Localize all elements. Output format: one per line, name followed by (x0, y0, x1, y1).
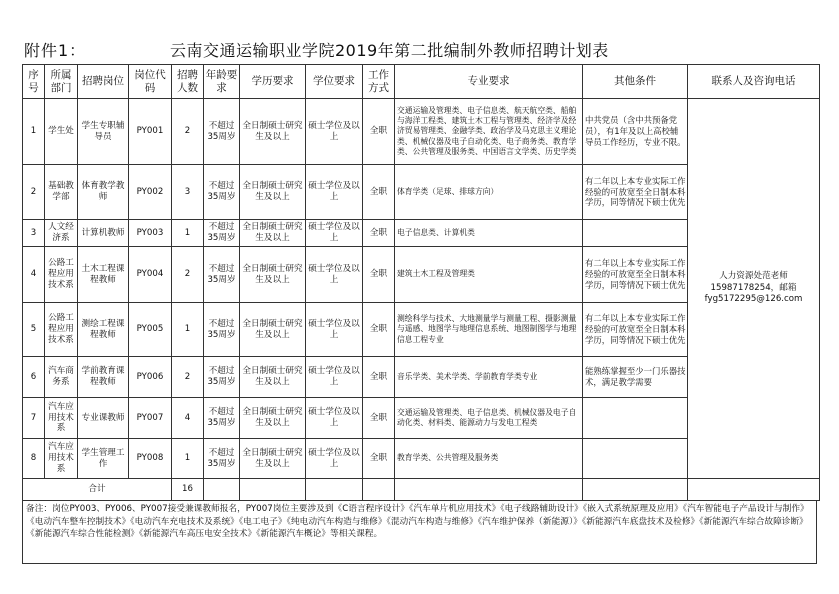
cell-major: 电子信息类、计算机类 (395, 220, 583, 247)
cell-contact: 人力资源处范老师15987178254，邮箱fyg5172295@126.com (688, 99, 820, 479)
cell-dept: 基础教学部 (45, 165, 78, 220)
cell-mode: 全职 (363, 247, 395, 303)
cell-major: 体育学类（足球、排球方向） (395, 165, 583, 220)
remarks-note: 备注：岗位PY003、PY006、PY007接受兼课教师报名，PY007岗位主要涉及到《C语言程序设计》《汽车单片机应用技术》《电子线路辅助设计》《嵌入式系统原理及应用》《汽车智能电子产品设计与制作》《电动汽车整车控制技术》《电动汽车充电技术及系统》《电工电子》《纯电动汽车构造与维修》《混动汽车构造与维修》《汽车维护保养（新能源）》《新能源汽车底盘技术及检修》《新能源汽车综合故障诊断》《新能源汽车综合性能检测》《新能源汽车高压电安全技术》《新能源汽车概论》等相关课程。 (22, 500, 817, 564)
col-header: 招聘人数 (172, 65, 204, 99)
cell-mode: 全职 (363, 357, 395, 398)
cell-edu: 全日制硕士研究生及以上 (240, 220, 306, 247)
cell-mode: 全职 (363, 398, 395, 439)
cell-code: PY008 (129, 439, 172, 479)
col-header: 序号 (23, 65, 45, 99)
cell-degree: 硕士学位及以上 (306, 220, 363, 247)
cell-dept: 汽车应用技术系 (45, 398, 78, 439)
col-header: 工作方式 (363, 65, 395, 99)
cell-major: 测绘科学与技术、大地测量学与测量工程、摄影测量与遥感、地图学与地理信息系统、地图制图学与地理信息工程专业 (395, 303, 583, 357)
col-header: 其他条件 (583, 65, 688, 99)
cell-other (583, 398, 688, 439)
cell-no: 2 (23, 165, 45, 220)
cell-mode: 全职 (363, 165, 395, 220)
total-row (23, 479, 820, 501)
col-header: 岗位代码 (129, 65, 172, 99)
col-header: 专业要求 (395, 65, 583, 99)
cell-age: 不超过35周岁 (204, 165, 240, 220)
col-header: 联系人及咨询电话 (688, 65, 820, 99)
cell-other: 有二年以上本专业实际工作经验的可放宽至全日制本科学历，同等情况下硕士优先 (583, 247, 688, 303)
cell-no: 4 (23, 247, 45, 303)
cell-code: PY005 (129, 303, 172, 357)
col-header: 招聘岗位 (78, 65, 129, 99)
cell-mode: 全职 (363, 99, 395, 165)
cell-no: 3 (23, 220, 45, 247)
cell-degree: 硕士学位及以上 (306, 165, 363, 220)
cell-dept: 公路工程应用技术系 (45, 303, 78, 357)
cell-age: 不超过35周岁 (204, 247, 240, 303)
cell-count: 3 (172, 165, 204, 220)
cell-code: PY001 (129, 99, 172, 165)
cell-other: 能熟练掌握至少一门乐器技术，满足教学需要 (583, 357, 688, 398)
cell-mode: 全职 (363, 439, 395, 479)
cell-no: 5 (23, 303, 45, 357)
cell-no: 6 (23, 357, 45, 398)
cell-dept: 汽车商务系 (45, 357, 78, 398)
cell-age: 不超过35周岁 (204, 303, 240, 357)
cell-other: 有二年以上本专业实际工作经验的可放宽至全日制本科学历，同等情况下硕士优先 (583, 303, 688, 357)
cell-other (583, 439, 688, 479)
cell-count: 1 (172, 303, 204, 357)
cell-degree: 硕士学位及以上 (306, 99, 363, 165)
cell-major: 建筑土木工程及管理类 (395, 247, 583, 303)
cell-code: PY002 (129, 165, 172, 220)
recruitment-table (22, 64, 820, 501)
cell-age: 不超过35周岁 (204, 439, 240, 479)
cell-edu: 全日制硕士研究生及以上 (240, 357, 306, 398)
cell-no: 7 (23, 398, 45, 439)
cell-age: 不超过35周岁 (204, 398, 240, 439)
cell-count: 2 (172, 247, 204, 303)
cell-edu: 全日制硕士研究生及以上 (240, 247, 306, 303)
table-row (23, 99, 820, 165)
cell-degree: 硕士学位及以上 (306, 247, 363, 303)
cell-degree: 硕士学位及以上 (306, 439, 363, 479)
col-header: 年龄要求 (204, 65, 240, 99)
cell-edu: 全日制硕士研究生及以上 (240, 165, 306, 220)
cell-other: 有二年以上本专业实际工作经验的可放宽至全日制本科学历，同等情况下硕士优先 (583, 165, 688, 220)
cell-count: 1 (172, 439, 204, 479)
cell-position: 学生专职辅导员 (78, 99, 129, 165)
cell-no: 1 (23, 99, 45, 165)
cell-degree: 硕士学位及以上 (306, 303, 363, 357)
cell-code: PY007 (129, 398, 172, 439)
cell-age: 不超过35周岁 (204, 220, 240, 247)
cell-position: 测绘工程课程教师 (78, 303, 129, 357)
cell-code: PY003 (129, 220, 172, 247)
cell-major: 交通运输及管理类、电子信息类、机械仪器及电子自动化类、材料类、能源动力与发电工程类 (395, 398, 583, 439)
cell-position: 学生管理工作 (78, 439, 129, 479)
cell-edu: 全日制硕士研究生及以上 (240, 303, 306, 357)
cell-mode: 全职 (363, 303, 395, 357)
header-row (23, 65, 820, 99)
cell-dept: 公路工程应用技术系 (45, 247, 78, 303)
cell-other: 中共党员（含中共预备党员），有1年及以上高校辅导员工作经历，专业不限。 (583, 99, 688, 165)
cell-code: PY004 (129, 247, 172, 303)
cell-dept: 学生处 (45, 99, 78, 165)
total-label: 合计 (23, 479, 172, 501)
cell-count: 2 (172, 99, 204, 165)
cell-position: 计算机教师 (78, 220, 129, 247)
cell-edu: 全日制硕士研究生及以上 (240, 99, 306, 165)
cell-position: 土木工程课程教师 (78, 247, 129, 303)
cell-major: 教育学类、公共管理及服务类 (395, 439, 583, 479)
cell-age: 不超过35周岁 (204, 99, 240, 165)
attachment-label: 附件1： (24, 41, 87, 60)
cell-other (583, 220, 688, 247)
cell-degree: 硕士学位及以上 (306, 398, 363, 439)
cell-position: 体育教学教师 (78, 165, 129, 220)
cell-code: PY006 (129, 357, 172, 398)
cell-major: 交通运输及管理类、电子信息类、航天航空类、船舶与海洋工程类、建筑土木工程与管理类、经济学及经济贸易管理类、金融学类、政治学及马克思主义理论类、机械仪器及电子自动化类、电子商务类、教育学类、公共管理及服务类、中国语言文学类、历史学类 (395, 99, 583, 165)
col-header: 学位要求 (306, 65, 363, 99)
total-count: 16 (172, 479, 204, 501)
col-header: 学历要求 (240, 65, 306, 99)
page-title: 云南交通运输职业学院2019年第二批编制外教师招聘计划表 (170, 41, 609, 60)
cell-dept: 汽车应用技术系 (45, 439, 78, 479)
col-header: 所属部门 (45, 65, 78, 99)
cell-no: 8 (23, 439, 45, 479)
cell-age: 不超过35周岁 (204, 357, 240, 398)
cell-count: 1 (172, 220, 204, 247)
cell-position: 专业课教师 (78, 398, 129, 439)
cell-count: 4 (172, 398, 204, 439)
cell-major: 音乐学类、美术学类、学前教育学类专业 (395, 357, 583, 398)
cell-mode: 全职 (363, 220, 395, 247)
cell-dept: 人文经济系 (45, 220, 78, 247)
cell-edu: 全日制硕士研究生及以上 (240, 439, 306, 479)
cell-edu: 全日制硕士研究生及以上 (240, 398, 306, 439)
cell-count: 2 (172, 357, 204, 398)
cell-position: 学前教育课程教师 (78, 357, 129, 398)
cell-degree: 硕士学位及以上 (306, 357, 363, 398)
